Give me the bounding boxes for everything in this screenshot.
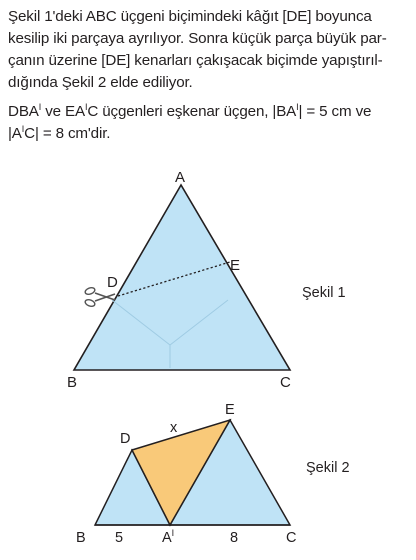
- segment-label-x: x: [170, 420, 178, 436]
- text-line: çanın üzerine [DE] kenarları çakışacak biçimde yapıştırıl-: [8, 52, 383, 69]
- prime-mark: I: [84, 101, 88, 112]
- text-line: kesilip iki parçaya ayrılıyor. Sonra küçük parça büyük par-: [8, 30, 387, 47]
- vertex-label-a-prime: $A^I$: [162, 528, 175, 546]
- vertex-label-c: C: [286, 530, 297, 546]
- prime-mark: I: [21, 123, 25, 134]
- text-run: C| = 8 cm'dir.: [24, 125, 111, 142]
- length-label-5: 5: [115, 530, 124, 546]
- text-run: | = 5 cm ve: [298, 103, 372, 120]
- prime-mark: I: [296, 101, 299, 112]
- point-label-e: E: [230, 257, 241, 274]
- text-run: |A: [8, 125, 22, 142]
- text-line: dığında Şekil 2 elde ediliyor.: [8, 74, 193, 91]
- text-run: C üçgenleri eşkenar üçgen, |BA: [87, 103, 297, 120]
- text-line: Şekil 1'deki ABC üçgeni biçimindeki kâğıt [DE] boyunca: [8, 8, 372, 25]
- length-label-8: 8: [230, 530, 239, 546]
- vertex-label-c: C: [280, 374, 291, 391]
- text-run: DBA: [8, 103, 39, 120]
- vertex-label-b: B: [76, 530, 86, 546]
- point-label-e: E: [225, 402, 235, 418]
- prime-mark: I: [38, 101, 42, 112]
- text-run: ve EA: [41, 103, 85, 120]
- vertex-label-b: B: [67, 374, 78, 391]
- point-label-d: D: [107, 274, 118, 291]
- figure-caption: Şekil 1: [302, 285, 346, 301]
- figure-caption: Şekil 2: [306, 460, 350, 476]
- vertex-label-a: A: [175, 169, 186, 186]
- point-label-d: D: [120, 431, 131, 447]
